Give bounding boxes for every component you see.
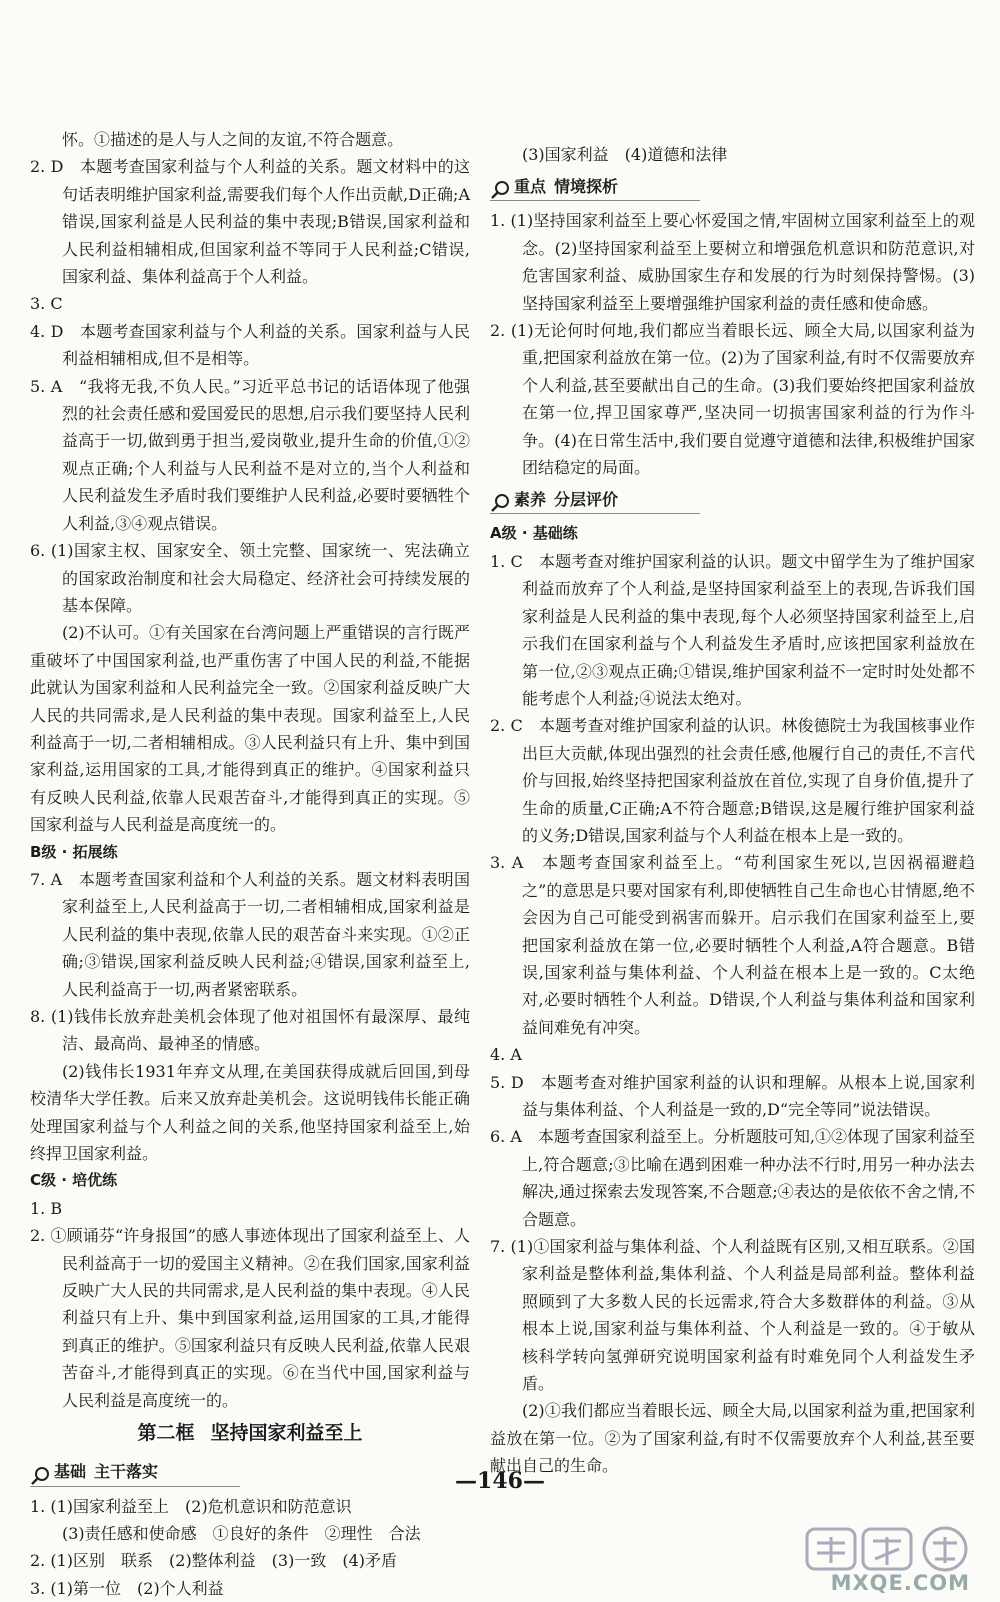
answer-item-6-part2: (2)不认可。①有关国家在台湾问题上严重错误的言行既严重破坏了中国国家利益,也严重伤害了中国人民的利益,不能据此就认为国家利益和人民利益完全一致。②国家利益反映广大人民的共同需求,是人民利益的集中表现。国家利益至上,人民利益高于一切,二者相辅相成。③人民利益只有上升、集中到国家利益,运用国家的工具,才能得到真正的维护。④国家利益只有反映人民利益,依靠人民艰苦奋斗,才能得到真正的实现。⑤国家利益与人民利益是高度统一的。	[30, 623, 470, 835]
level-a-answer-5: 5. D 本题考查对维护国家利益的认识和理解。从根本上说,国家利益与集体利益、个人利益是一致的,D“完全等同”说法错误。	[490, 1072, 975, 1119]
answer-item-2: 2. D 本题考查国家利益与个人利益的关系。题文材料中的这句话表明维护国家利益,需要我们每个人作出贡献,D正确;A错误,国家利益是人民利益的集中表现;B错误,国家利益和人民利益相辅相成,但国家利益不等同于人民利益;C错误,国家利益、集体利益高于个人利益。	[30, 157, 470, 287]
section-tag: 素养	[514, 490, 547, 510]
answer-item-6-part1: 6. (1)国家主权、国家安全、领土完整、国家统一、宪法确立的国家政治制度和社会大局稳定、经济社会可持续发展的基本保障。	[30, 541, 470, 615]
magnifier-icon	[490, 493, 510, 513]
answer-item-c1: 1. B	[30, 1198, 63, 1218]
lesson-title	[30, 1420, 470, 1447]
answer-item-8-part1: 8. (1)钱伟长放弃赴美机会体现了他对祖国怀有最深厚、最纯洁、最高尚、最神圣的情感。	[30, 1007, 470, 1054]
level-a-answer-1: 1. C 本题考查对维护国家利益的认识。题文中留学生为了维护国家利益而放弃了个人利益,是坚持国家利益至上的表现,告诉我们国家利益是人民利益的集中表现,每个人必须坚持国家利益至上,启示我们在国家利益与个人利益发生矛盾时,应该把国家利益放在第一位,②③观点正确;①错误,维护国家利益不一定时时处处都不能考虑个人利益;④说法太绝对。	[490, 551, 975, 708]
basic-answer-2: 2. (1)区别 联系 (2)整体利益 (3)一致 (4)矛盾	[30, 1551, 398, 1571]
level-a-answer-6: 6. A 本题考查国家利益至上。分析题肢可知,①②体现了国家利益至上,符合题意;③比喻在遇到困难一种办法不行时,用另一种办法去解决,通过探索去发现答案,不合题意;④表达的是依依不舍之情,不合题意。	[490, 1127, 975, 1229]
answer-item-c2: 2. ①顾诵芬“许身报国”的感人事迹体现出了国家利益至上、人民利益高于一切的爱国主义精神。②在我们国家,国家利益反映广大人民的共同需求,是人民利益的集中表现。④人民利益只有上升、集中到国家利益,运用国家的工具,才能得到真正的维护。⑤国家利益只有反映人民利益,依靠人民艰苦奋斗,才能得到真正的实现。⑥在当代中国,国家利益与人民利益是高度统一的。	[30, 1226, 470, 1410]
scenario-answer-1: 1. (1)坚持国家利益至上要心怀爱国之情,牢固树立国家利益至上的观念。(2)坚持国家利益至上要树立和增强危机意识和防范意识,对危害国家利益、威胁国家生存和发展的行为时刻保持警惕。(3)坚持国家利益至上要增强维护国家利益的责任感和使命感。	[490, 211, 975, 313]
scenario-answer-2: 2. (1)无论何时何地,我们都应当着眼长远、顾全大局,以国家利益为重,把国家利益放在第一位。(2)为了国家利益,有时不仅需要放弃个人利益,甚至要献出自己的生命。(3)我们要始终把国家利益放在第一位,捍卫国家尊严,坚决同一切损害国家利益的行为作斗争。(4)在日常生活中,我们要自觉遵守道德和法律,积极维护国家团结稳定的局面。	[490, 321, 975, 478]
section-heading-assessment	[490, 483, 700, 514]
left-column	[30, 126, 470, 1602]
watermark-text: MXQE.COM	[830, 1571, 970, 1595]
answer-item-5: 5. A “我将无我,不负人民。”习近平总书记的话语体现了他强烈的社会责任感和爱国爱民的思想,启示我们要坚持人民利益高于一切,做到勇于担当,爱岗敬业,提升生命的价值,①②观点正确;个人利益与人民利益不是对立的,当个人利益和人民利益发生矛盾时我们要维护人民利益,必要时要牺牲个人利益,③④观点错误。	[30, 376, 470, 533]
section-name: 主干落实	[94, 1462, 159, 1482]
level-a-answer-7-part1: 7. (1)①国家利益与集体利益、个人利益既有区别,又相互联系。②国家利益是整体利益,集体利益、个人利益是局部利益。整体利益照顾到了大多数人民的长远需求,符合大多数群体的利益。③从根本上说,国家利益与集体利益、个人利益是一致的。④于敏从核科学转向氢弹研究说明国家利益有时难免同个人利益发生矛盾。	[490, 1237, 975, 1394]
basic-answer-3: 3. (1)第一位 (2)个人利益	[30, 1578, 224, 1598]
section-name: 分层评价	[554, 490, 619, 510]
section-tag: 基础	[54, 1462, 87, 1482]
section-tag: 重点	[514, 177, 547, 196]
level-heading-b: B级 · 拓展练	[30, 842, 118, 861]
answer-item-4: 4. D 本题考查国家利益与个人利益的关系。国家利益与人民利益相辅相成,但不是相等。	[30, 321, 470, 369]
answer-line: 怀。①描述的是人与人之间的友谊,不符合题意。	[62, 130, 404, 149]
level-a-answer-4: 4. A	[490, 1045, 522, 1065]
lesson-number: 第二框	[137, 1422, 195, 1445]
answer-item-8-part2: (2)钱伟长1931年弃文从理,在美国获得成就后回国,到母校清华大学任教。后来又放弃赴美机会。这说明钱伟长能正确处理国家利益与个人利益之间的关系,他坚持国家利益至上,始终捍卫国家利益。	[30, 1061, 470, 1164]
magnifier-icon	[490, 180, 510, 200]
answer-item-7: 7. A 本题考查国家利益和个人利益的关系。题文材料表明国家利益至上,人民利益高于一切,二者相辅相成,国家利益是人民利益的集中表现,依靠人民的艰苦奋斗来实现。①②正确;③错误,国家利益反映人民利益;④错误,国家利益至上,人民利益高于一切,两者紧密联系。	[30, 869, 470, 999]
basic-answer-3-cont: (3)国家利益 (4)道德和法律	[522, 145, 728, 164]
level-a-answer-3: 3. A 本题考查国家利益至上。“苟利国家生死以,岂因祸福避趋之”的意思是只要对国家有利,即使牺牲自己生命也心甘情愿,绝不会因为自己可能受到祸害而躲开。启示我们在国家利益至上,要把国家利益放在第一位,必要时牺牲个人利益,A符合题意。B错误,国家利益与集体利益、个人利益在根本上是一致的。C太绝对,必要时牺牲个人利益。D错误,个人利益与集体利益和国家利益间难免有冲突。	[490, 853, 975, 1037]
page-number: —146—	[455, 1468, 545, 1494]
section-heading-scenario	[490, 170, 700, 201]
level-heading-c: C级 · 培优练	[30, 1171, 118, 1190]
level-a-answer-2: 2. C 本题考查对维护国家利益的认识。林俊德院士为我国核事业作出巨大贡献,体现出强烈的社会责任感,他履行自己的责任,不言代价与回报,始终坚持把国家利益放在首位,实现了自身价值,提升了生命的质量,C正确;A不符合题意;B错误,这是履行维护国家利益的义务;D错误,国家利益与个人利益在根本上是一致的。	[490, 716, 975, 845]
basic-answer-1a: 1. (1)国家利益至上 (2)危机意识和防范意识	[30, 1496, 352, 1516]
right-column	[490, 141, 975, 1480]
level-heading-a: A级 · 基础练	[490, 524, 578, 543]
lesson-name: 坚持国家利益至上	[210, 1422, 363, 1445]
basic-answer-1b: (3)责任感和使命感 ①良好的条件 ②理性 合法	[62, 1523, 421, 1543]
section-name: 情境探析	[554, 177, 619, 196]
level-a-answer-7-part2: (2)①我们都应当着眼长远、顾全大局,以国家利益为重,把国家利益放在第一位。②为了国家利益,有时不仅需要放弃个人利益,甚至要献出自己的生命。	[490, 1401, 975, 1476]
answer-item-3: 3. C	[30, 294, 63, 314]
